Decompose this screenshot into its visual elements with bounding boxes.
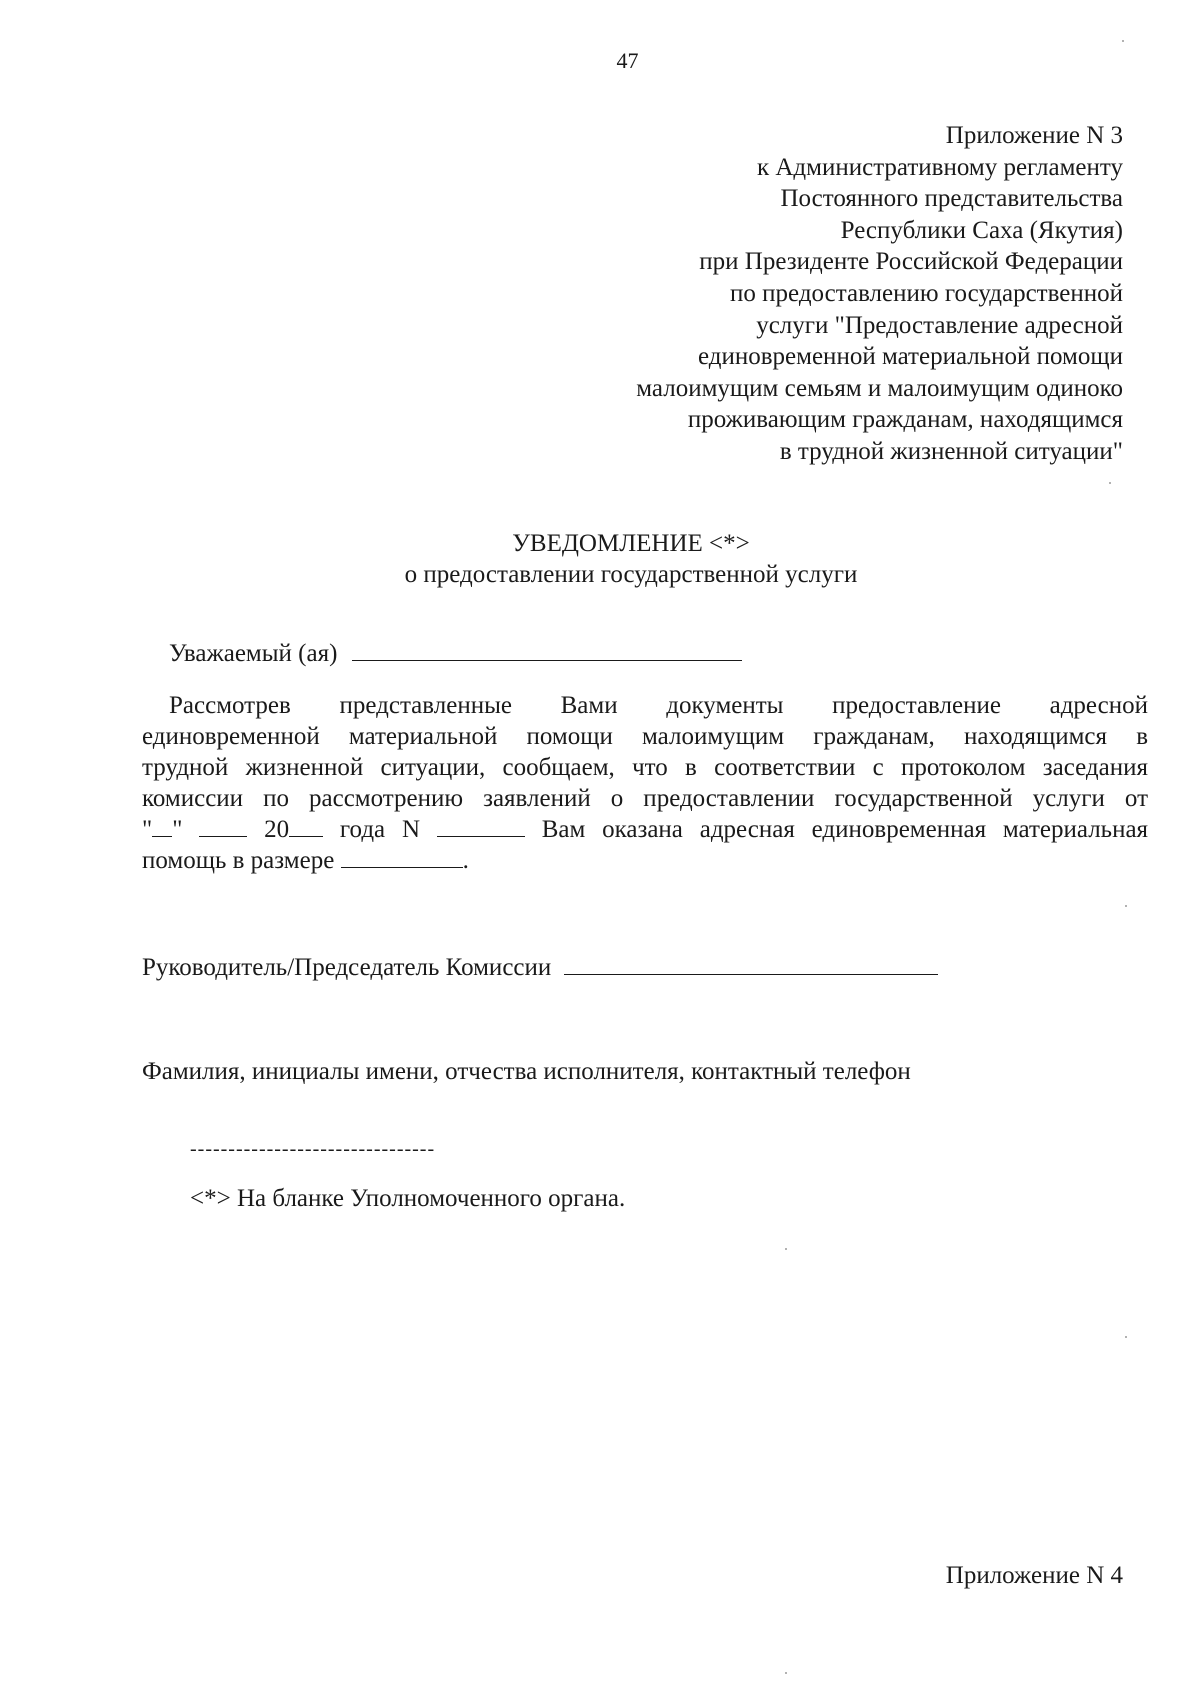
executor-label: Фамилия, инициалы имени, отчества исполнителя, контактный телефон	[142, 1058, 911, 1085]
number-label: года N	[339, 816, 421, 843]
year-prefix: 20	[264, 816, 290, 843]
appendix-header-line: Приложение N 3	[945, 122, 1123, 149]
appendix-header-line: услуги "Предоставление адресной	[756, 311, 1123, 339]
scan-speck	[785, 1672, 787, 1674]
signature-blank	[564, 952, 938, 975]
scan-speck	[1125, 905, 1127, 907]
amount-label: помощь в размере	[142, 847, 335, 874]
scan-speck	[1125, 1336, 1127, 1338]
recipient-name-blank	[352, 638, 742, 661]
body-line: Рассмотрев представленные Вами документы предоставление адресной	[169, 692, 1148, 719]
year-blank	[289, 814, 323, 837]
appendix-header-line: по предоставлению государственной	[730, 279, 1123, 307]
body-line-amount	[142, 845, 1148, 876]
body-line: трудной жизненной ситуации, сообщаем, что в соответствии с протоколом заседания	[142, 754, 1148, 781]
body-line: комиссии по рассмотрению заявлений о предоставлении государственной услуги от	[142, 785, 1148, 812]
appendix-header-line: к Административному регламенту	[756, 153, 1123, 181]
appendix-header-line: Республики Саха (Якутия)	[840, 216, 1123, 244]
next-appendix-label: Приложение N 4	[945, 1562, 1123, 1589]
document-title	[0, 528, 1200, 590]
title-heading: УВЕДОМЛЕНИЕ <*>	[512, 530, 750, 557]
salutation-label: Уважаемый (ая)	[169, 640, 338, 667]
quote-close: "	[172, 816, 183, 843]
quote-open: "	[142, 816, 153, 843]
appendix-header-line: проживающим гражданам, находящимся	[687, 406, 1123, 434]
salutation	[169, 638, 742, 668]
day-blank	[152, 814, 172, 837]
scan-speck	[1122, 40, 1124, 42]
signature-label: Руководитель/Председатель Комиссии	[142, 954, 552, 981]
amount-end: .	[462, 847, 469, 874]
body-line-rest: Вам оказана адресная единовременная материальная	[541, 816, 1149, 843]
scan-speck	[785, 1248, 787, 1250]
title-subheading: о предоставлении государственной услуги	[404, 561, 858, 588]
scan-speck	[1109, 482, 1111, 484]
protocol-number-blank	[437, 814, 525, 837]
appendix-header-line: малоимущим семьям и малоимущим одиноко	[636, 374, 1123, 402]
footnote-separator: --------------------------------	[190, 1138, 436, 1160]
appendix-header-line: Постоянного представительства	[780, 185, 1123, 213]
appendix-header-line: единовременной материальной помощи	[698, 343, 1123, 371]
signature-line	[142, 952, 938, 982]
body-line-date	[142, 814, 1148, 845]
executor-line	[142, 1058, 911, 1086]
notification-body	[142, 690, 1148, 876]
body-line: единовременной материальной помощи малоимущим гражданам, находящимся в	[142, 723, 1148, 750]
appendix-header	[563, 120, 1123, 468]
amount-blank	[341, 845, 463, 868]
page-number: 47	[616, 48, 639, 73]
month-blank	[199, 814, 247, 837]
appendix-header-line: в трудной жизненной ситуации"	[779, 437, 1123, 465]
appendix-header-line: при Президенте Российской Федерации	[699, 248, 1123, 276]
footnote-text: <*> На бланке Уполномоченного органа.	[190, 1185, 626, 1212]
